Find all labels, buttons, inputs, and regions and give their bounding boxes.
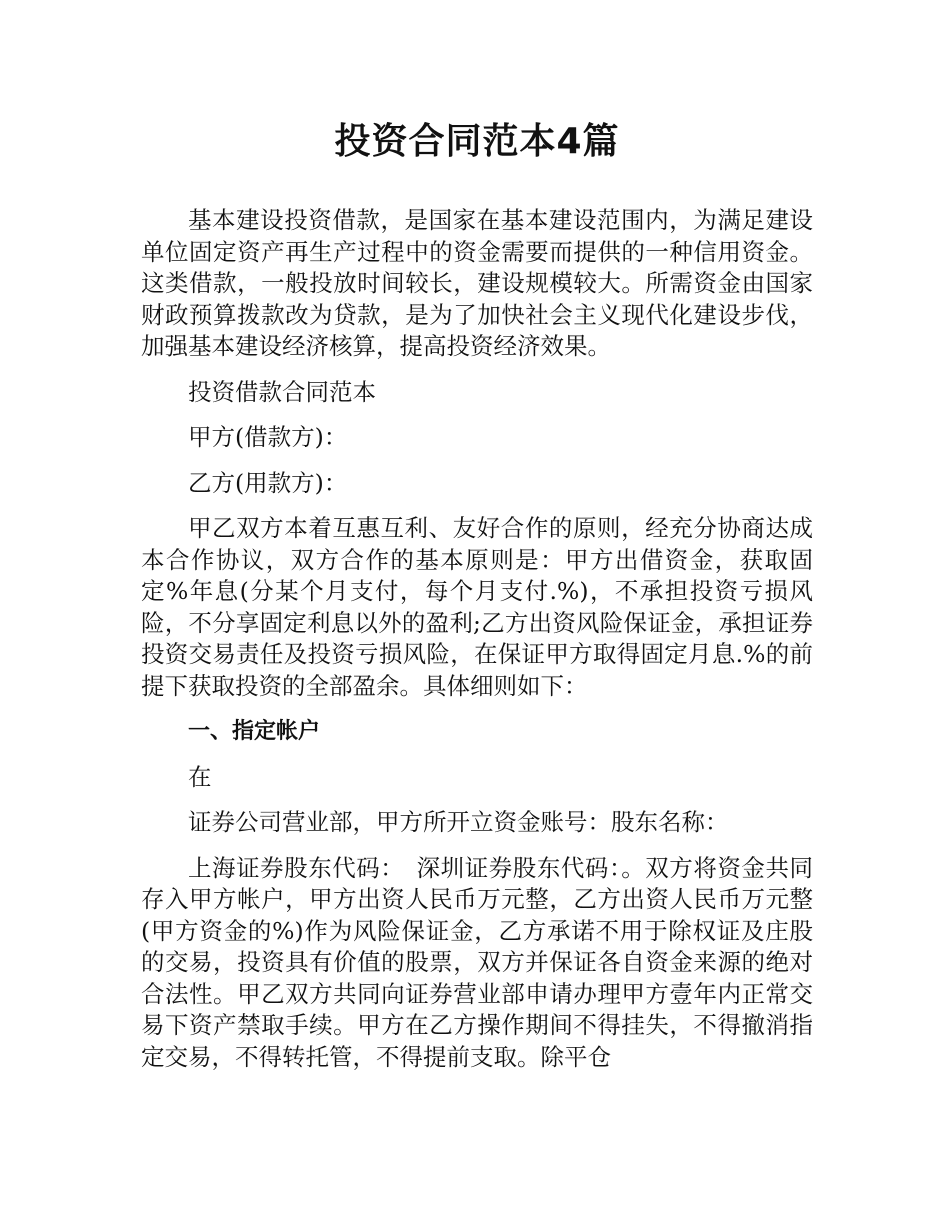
paragraph-intro: 基本建设投资借款，是国家在基本建设范围内，为满足建设单位固定资产再生产过程中的资金需要而提供的一种信用资金。这类借款，一般投放时间较长，建设规模较大。所需资金由国家财政预算拨款改为贷款，是为了加快社会主义现代化建设步伐，加强基本建设经济核算，提高投资经济效果。 [141,206,813,360]
section-heading-account: 一、指定帐户 [188,719,321,744]
paragraph-party-a: 甲方(借款方)： [188,423,348,451]
page-title: 投资合同范本4篇 [334,121,620,162]
paragraph-principles: 甲乙双方本着互惠互利、友好合作的原则，经充分协商达成本合作协议，双方合作的基本原则是：甲方出借资金，获取固定%年息(分某个月支付，每个月支付.%)，不承担投资亏损风险，不分享固定利息以外的盈利;乙方出资风险保证金，承担证券投资交易责任及投资亏损风险，在保证甲方取得固定月息.%的前提下获取投资的全部盈余。具体细则如下： [141,514,813,700]
paragraph-at: 在 [188,762,212,791]
paragraph-party-b: 乙方(用款方)： [188,468,348,497]
paragraph-brokerage: 证券公司营业部，甲方所开立资金账号：股东名称： [188,808,729,836]
document-body [141,205,813,1087]
paragraph-shareholder-codes: 上海证券股东代码： 深圳证券股东代码：。双方将资金共同存入甲方帐户，甲方出资人民币万元整，乙方出资人民币万元整(甲方资金的%)作为风险保证金，乙方承诺不用于除权证及庄股的交易，投资具有价值的股票，双方并保证各自资金来源的绝对合法性。甲乙双方共同向证券营业部申请办理甲方壹年内正常交易下资产禁取手续。甲方在乙方操作期间不得挂失，不得撤消指定交易，不得转托管，不得提前支取。除平仓 [141,853,813,1071]
paragraph-contract-name: 投资借款合同范本 [188,377,376,406]
